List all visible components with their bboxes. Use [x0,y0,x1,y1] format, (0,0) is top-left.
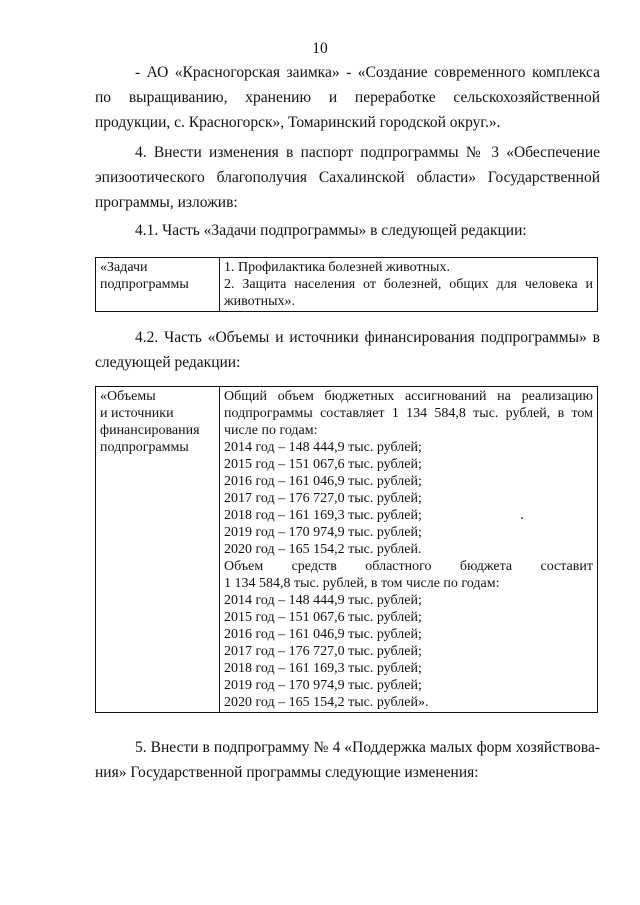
funding-table [95,386,598,713]
tasks-label-line: «Задачи [100,260,148,275]
tasks-table-label-cell [96,258,220,312]
year-total-line: 2018 год – 161 169,3 тыс. рублей; [224,508,422,523]
page-number: 10 [312,40,328,57]
tasks-label-line: подпрограммы [100,277,189,292]
task-line: 1. Профилактика болезней животных. [224,260,450,275]
year-regional-line: 2019 год – 170 974,9 тыс. рублей; [224,678,422,693]
funding-table-row [96,387,598,713]
year-regional-line: 2020 год – 165 154,2 тыс. рублей». [224,695,429,710]
tasks-table [95,257,598,312]
funding-intro-line: числе по годам: [224,423,318,438]
tasks-table-row [96,258,598,312]
funding-table-label-cell [96,387,220,713]
item-5-paragraph: 5. Внести в подпрограмму № 4 «Поддержка малых форм хозяйствова- ния» Государственной программы следующие изменения: [95,739,600,781]
funding-label-line: и источники [100,406,174,421]
year-total-line: 2014 год – 148 444,9 тыс. рублей; [224,440,422,455]
funding-label-line: «Объемы [100,389,156,404]
item-4-2-paragraph: 4.2. Часть «Объемы и источники финансирования подпрограммы» в следующей редакции: [95,329,600,371]
year-total-line: 2015 год – 151 067,6 тыс. рублей; [224,457,422,472]
year-regional-line: 2014 год – 148 444,9 тыс. рублей; [224,593,422,608]
year-total-line: 2016 год – 161 046,9 тыс. рублей; [224,474,422,489]
year-regional-line: 2015 год – 151 067,6 тыс. рублей; [224,610,422,625]
year-total-line: 2017 год – 176 727,0 тыс. рублей; [224,491,422,506]
item-4-paragraph: 4. Внести изменения в паспорт подпрограммы № 3 «Обеспечение эпизоотического благополучия Сахалинской области» Государственной программы, изложив: [95,144,600,211]
task-line: 2. Защита населения от болезней, общих для человека и [224,277,593,292]
year-regional-line: 2017 год – 176 727,0 тыс. рублей; [224,644,422,659]
funding-label-line: подпрограммы [100,440,189,455]
scan-speck [521,517,523,519]
item-4-1-paragraph: 4.1. Часть «Задачи подпрограммы» в следующей редакции: [135,222,527,239]
regional-budget-line: Объем средств областного бюджета составит [224,559,593,574]
funding-intro-line: подпрограммы составляет 1 134 584,8 тыс. рублей, в том [224,406,593,421]
funding-intro-line: Общий объем бюджетных ассигнований на реализацию [224,389,593,404]
regional-budget-line: 1 134 584,8 тыс. рублей, в том числе по годам: [224,576,500,591]
year-total-line: 2019 год – 170 974,9 тыс. рублей; [224,525,422,540]
year-regional-line: 2018 год – 161 169,3 тыс. рублей; [224,661,422,676]
year-regional-line: 2016 год – 161 046,9 тыс. рублей; [224,627,422,642]
year-total-line: 2020 год – 165 154,2 тыс. рублей. [224,542,422,557]
funding-label-line: финансирования [100,423,200,438]
tasks-table-content-cell [220,258,598,312]
funding-table-content-cell [220,387,598,713]
task-line: животных». [224,294,296,309]
intro-paragraph: - АО «Красногорская заимка» - «Создание современного комплекса по выращиванию, хранению и переработке сельскохозяйственной продукции, с. Красногорск», Томаринский городской округ.». [95,64,600,131]
